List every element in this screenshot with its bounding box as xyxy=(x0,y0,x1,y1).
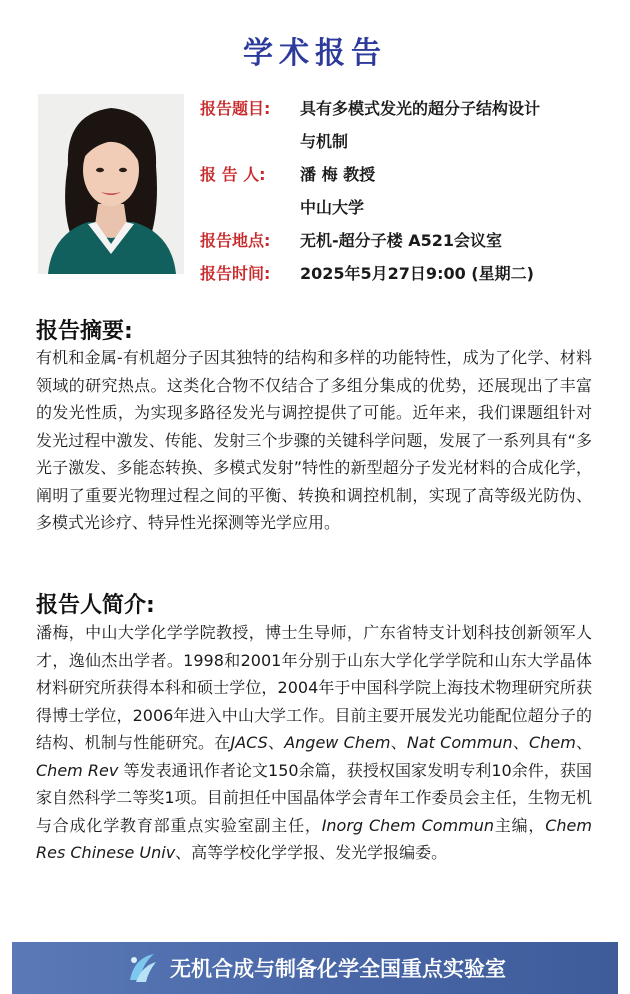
speaker-row xyxy=(200,158,610,191)
abstract-heading: 报告摘要: xyxy=(36,319,133,344)
footer-text: 无机合成与制备化学全国重点实验室 xyxy=(170,957,506,981)
journal-angew-chem: Angew Chem xyxy=(284,733,391,752)
affiliation-row xyxy=(200,191,610,224)
speaker-name: 潘 梅 教授 xyxy=(300,165,376,184)
journal-chem-res-chinese-univ: Chem Res Chinese Univ xyxy=(36,815,592,862)
bio-text: 潘梅，中山大学化学学院教授，博士生导师，广东省特支计划科技创新领军人才，逸仙杰出学者。1998和2001年分别于山东大学化学学院和山东大学晶体材料研究所获得本科和硕士学位，2004年于中国科学院上海技术物理研究所获得博士学位，2006年进入中山大学工作。目前主要开展发光功能配位超分子的结构、机制与性能研究。在JACS、Angew Chem、Nat Commun、Chem、Chem Rev 等发表通讯作者论文150余篇，获授权国家发明专利10余件，获国家自然科学二等奖1项。目前担任中国晶体学会青年工作委员会主任，生物无机与合成化学教育部重点实验室副主任，Inorg Chem Commun主编，Chem Res Chinese Univ、高等学校化学学报、发光学报编委。 xyxy=(36,623,592,862)
abstract-text: 有机和金属-有机超分子因其独特的结构和多样的功能特性，成为了化学、材料领域的研究热点。这类化合物不仅结合了多组分集成的优势，还展现出了丰富的发光性质，为实现多路径发光与调控提供了可能。近年来，我们课题组针对发光过程中激发、传能、发射三个步骤的关键科学问题，发展了一系列具有“多光子激发、多能态转换、多模式发射”特性的新型超分子发光材料的合成化学，阐明了重要光物理过程之间的平衡、转换和调控机制，实现了高等级光防伪、多模式光诊疗、特异性光探测等光学应用。 xyxy=(36,348,592,532)
time-row xyxy=(200,257,610,290)
topic-row-2 xyxy=(200,125,610,158)
speaker-affiliation: 中山大学 xyxy=(300,198,365,217)
speaker-photo xyxy=(38,94,184,274)
journal-chem: Chem xyxy=(529,733,576,752)
venue-row xyxy=(200,224,610,257)
report-info xyxy=(200,92,610,290)
time-value: 2025年5月27日9:00 (星期二) xyxy=(300,264,534,283)
topic-label: 报告题目: xyxy=(200,99,271,118)
journal-chem-rev: Chem Rev xyxy=(36,760,119,780)
topic-line2: 与机制 xyxy=(300,132,349,151)
venue-value: 无机-超分子楼 A521会议室 xyxy=(300,231,502,250)
topic-row xyxy=(200,92,610,125)
topic-line1: 具有多模式发光的超分子结构设计 xyxy=(300,99,541,118)
bio-part-4: 、高等学校化学学报、发光学报编委。 xyxy=(175,843,448,862)
bio-heading: 报告人简介: xyxy=(36,593,155,618)
bio-part-3: 主编， xyxy=(494,815,546,835)
bio-part-2: 等发表通讯作者论文150余篇，获授权国家发明专利10余件，获国家自然科学二等奖1项。目前担任中国晶体学会青年工作委员会主任，生物无机与合成化学教育部重点实验室副主任， xyxy=(36,760,592,835)
footer-banner xyxy=(12,942,618,994)
journal-nat-commun: Nat Commun xyxy=(406,733,513,752)
portrait-icon xyxy=(38,94,184,274)
page-title: 学术报告 xyxy=(243,36,387,71)
bio-part-1: 潘梅，中山大学化学学院教授，博士生导师，广东省特支计划科技创新领军人才，逸仙杰出学者。1998和2001年分别于山东大学化学学院和山东大学晶体材料研究所获得本科和硕士学位，2004年于中国科学院上海技术物理研究所获得博士学位，2006年进入中山大学工作。目前主要开展发光功能配位超分子的结构、机制与性能研究。在 xyxy=(36,623,592,752)
lab-logo-icon xyxy=(124,950,160,986)
speaker-label: 报 告 人: xyxy=(200,165,266,184)
journal-jacs: JACS xyxy=(230,733,268,752)
venue-label: 报告地点: xyxy=(200,231,271,250)
time-label: 报告时间: xyxy=(200,264,271,283)
journal-inorg-chem-commun: Inorg Chem Commun xyxy=(321,815,495,835)
